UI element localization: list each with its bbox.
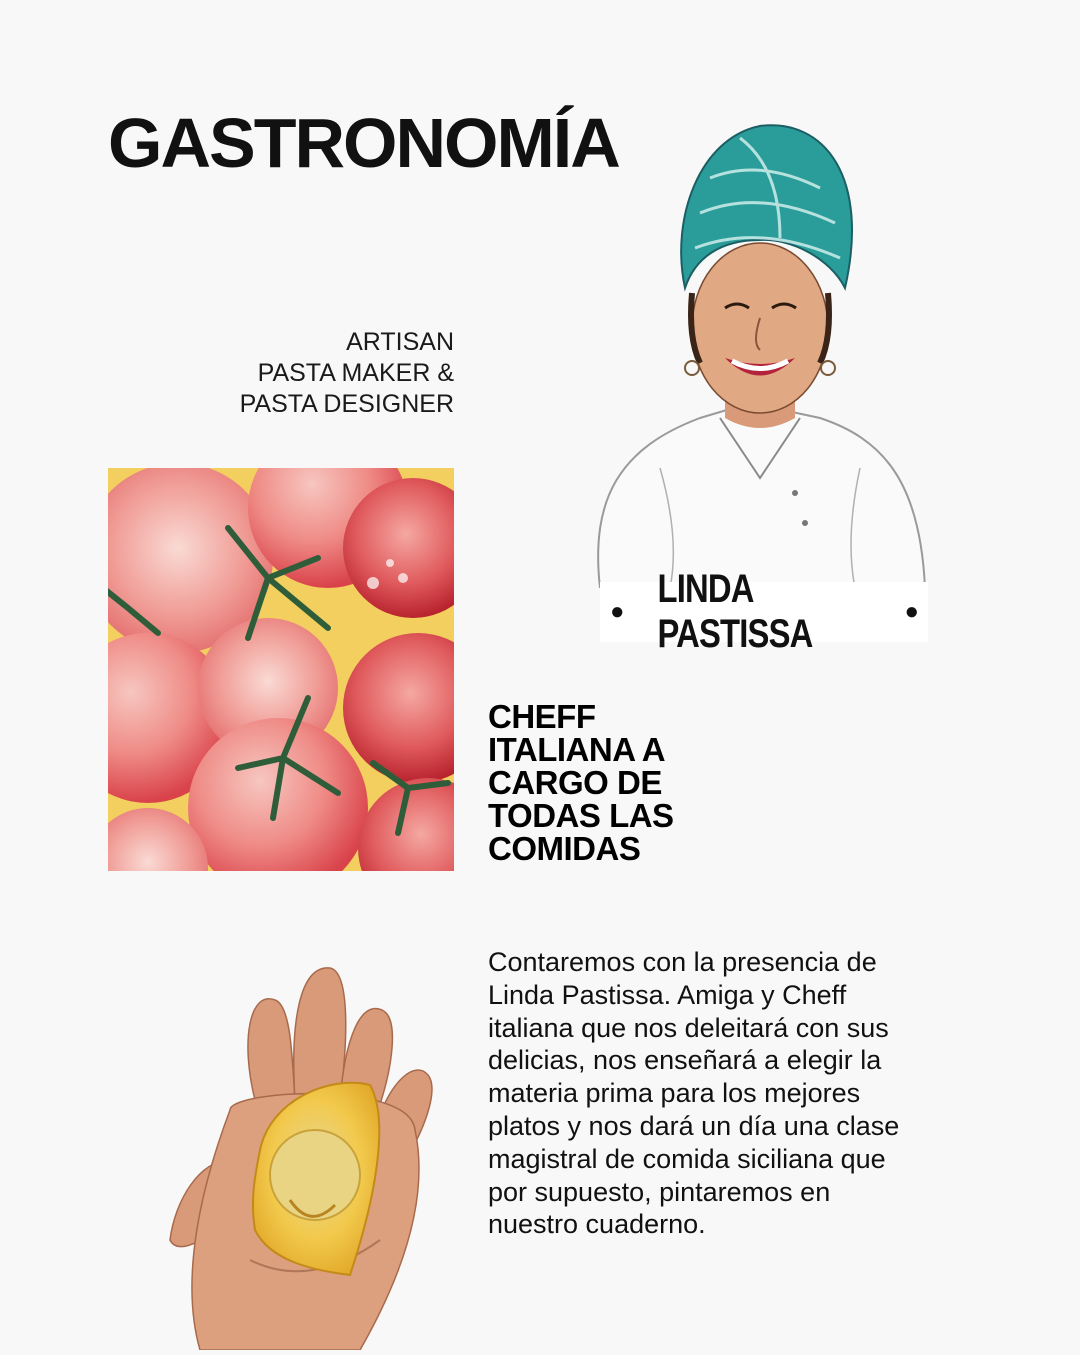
chef-illustration	[580, 118, 940, 588]
description-line: delicias, nos enseñará a elegir la	[488, 1045, 882, 1076]
description-line: por supuesto, pintaremos en	[488, 1176, 831, 1207]
page-title: GASTRONOMÍA	[108, 104, 619, 182]
description-line: platos y nos dará un día una clase	[488, 1110, 900, 1141]
subtitle-line: ARTISAN	[346, 328, 454, 356]
subtitle-line: PASTA DESIGNER	[239, 390, 454, 418]
subtitle-line: PASTA MAKER &	[257, 359, 454, 387]
description-line: Contaremos con la presencia de	[488, 947, 877, 977]
description-line: nuestro cuaderno.	[488, 1209, 706, 1240]
bullet-icon: ●	[610, 598, 624, 625]
description-line: italiana que nos deleitará con sus	[488, 1012, 889, 1043]
description-paragraph	[488, 946, 968, 1241]
heading-line: ITALIANA A	[488, 731, 666, 768]
heading-line: CHEFF	[488, 698, 596, 735]
subtitle	[114, 327, 454, 420]
description-line: materia prima para los mejores	[488, 1078, 861, 1109]
heading-line: COMIDAS	[488, 830, 641, 867]
chef-name: LINDA PASTISSA	[656, 567, 813, 656]
bullet-icon: ●	[904, 598, 918, 625]
chef-name-plate	[600, 567, 928, 656]
description-line: magistral de comida siciliana que	[488, 1143, 886, 1174]
heading-line: CARGO DE	[488, 764, 662, 801]
description-line: Linda Pastissa. Amiga y Cheff	[488, 979, 847, 1010]
hand-with-pasta-photo	[160, 960, 450, 1350]
section-heading	[488, 700, 788, 865]
hand-pasta-image	[160, 960, 450, 1350]
tomatoes-illustration	[108, 468, 454, 871]
tomatoes-image	[108, 468, 454, 871]
heading-line: TODAS LAS	[488, 797, 674, 834]
